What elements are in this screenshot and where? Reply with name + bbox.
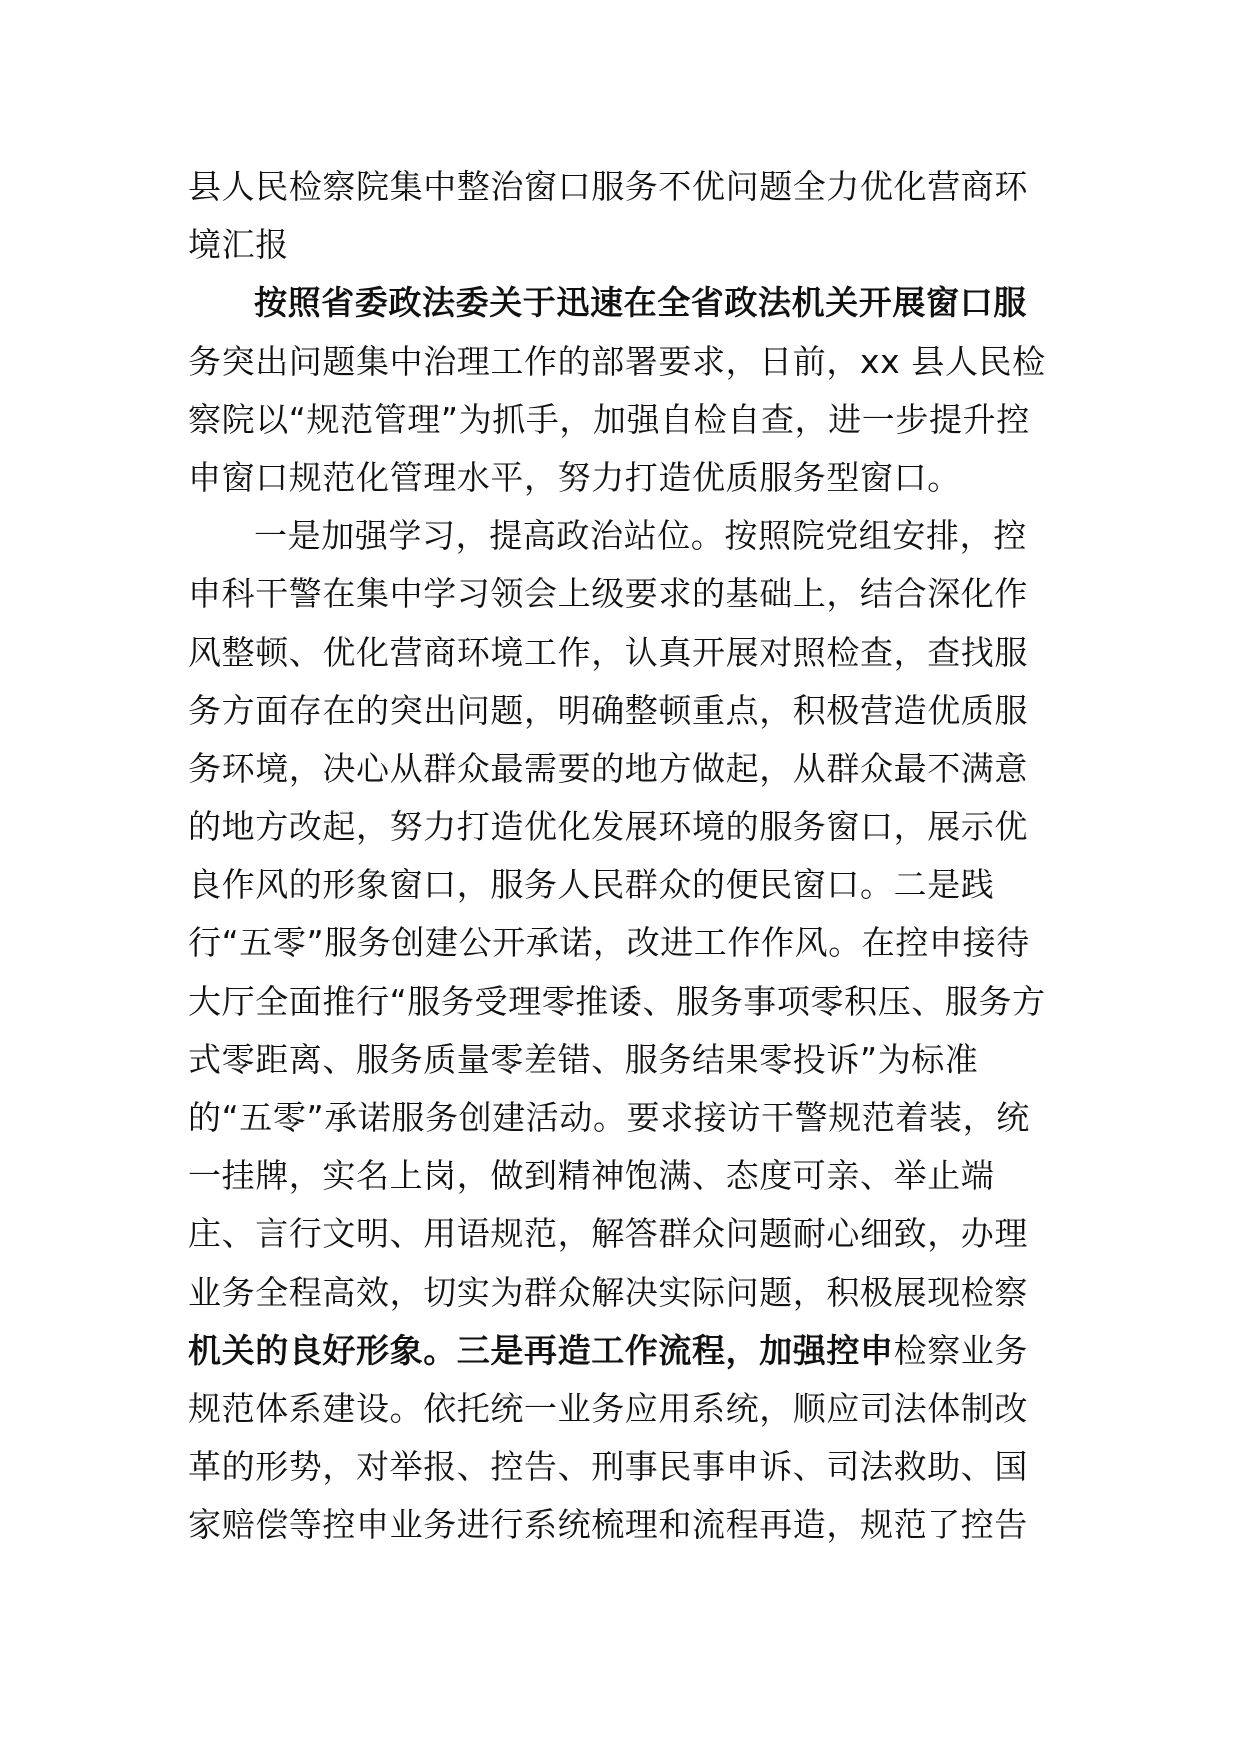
body-line: 务环境，决心从群众最需要的地方做起，从群众最不满意 (188, 748, 1028, 788)
document-title (188, 158, 1048, 274)
title-line: 县人民检察院集中整治窗口服务不优问题全力优化营商环 (188, 167, 1028, 206)
body-line: 业务全程高效，切实为群众解决实际问题，积极展现检察 (188, 1272, 1028, 1312)
title-line: 境汇报 (188, 225, 289, 265)
body-line: 申科干警在集中学习领会上级要求的基础上，结合深化作 (188, 574, 1028, 614)
body-line: 良作风的形象窗口，服务人民群众的便民窗口。二是践 (188, 865, 995, 905)
body-line: 式零距离、服务质量零差错、服务结果零投诉”为标准 (188, 1039, 979, 1079)
document-page (188, 158, 1048, 1555)
intro-line: 察院以“规范管理”为抓手，加强自检自查，进一步提升控 (188, 399, 1030, 439)
body-line: 一挂牌，实名上岗，做到精神饱满、态度可亲、举止端 (188, 1156, 995, 1196)
body-line: 家赔偿等控申业务进行系统梳理和流程再造，规范了控告 (188, 1505, 1028, 1545)
body-line: 的“五零”承诺服务创建活动。要求接访干警规范着装，统 (188, 1098, 1030, 1137)
body-line: 庄、言行文明、用语规范，解答群众问题耐心细致，办理 (188, 1214, 1028, 1254)
body-line: 大厅全面推行“服务受理零推诿、服务事项零积压、服务方 (188, 981, 1046, 1021)
body-line: 革的形势，对举报、控告、刑事民事申诉、司法救助、国 (188, 1447, 1028, 1487)
intro-line: 务突出问题集中治理工作的部署要求，日前，xx 县人民检 (188, 341, 1046, 381)
intro-line: 申窗口规范化管理水平，努力打造优质服务型窗口。 (188, 457, 961, 497)
body-line: 行“五零”服务创建公开承诺，改进工作作风。在控申接待 (188, 923, 1030, 963)
regular-text-run: 检察业务 (893, 1330, 1029, 1370)
intro-paragraph (188, 274, 1048, 507)
intro-line: 按照省委政法委关于迅速在全省政法机关开展窗口服 (254, 283, 1027, 323)
body-paragraph (188, 507, 1048, 1554)
body-line: 风整顿、优化营商环境工作，认真开展对照检查，查找服 (188, 632, 1028, 672)
body-line-mixed (188, 1322, 1048, 1380)
body-line: 的地方改起，努力打造优化发展环境的服务窗口，展示优 (188, 807, 1028, 847)
body-line: 务方面存在的突出问题，明确整顿重点，积极营造优质服 (188, 690, 1028, 730)
body-line: 一是加强学习，提高政治站位。按照院党组安排，控 (254, 516, 1027, 556)
body-line: 规范体系建设。依托统一业务应用系统，顺应司法体制改 (188, 1388, 1028, 1428)
bold-text-run: 机关的良好形象。三是再造工作流程，加强控申 (188, 1330, 894, 1370)
